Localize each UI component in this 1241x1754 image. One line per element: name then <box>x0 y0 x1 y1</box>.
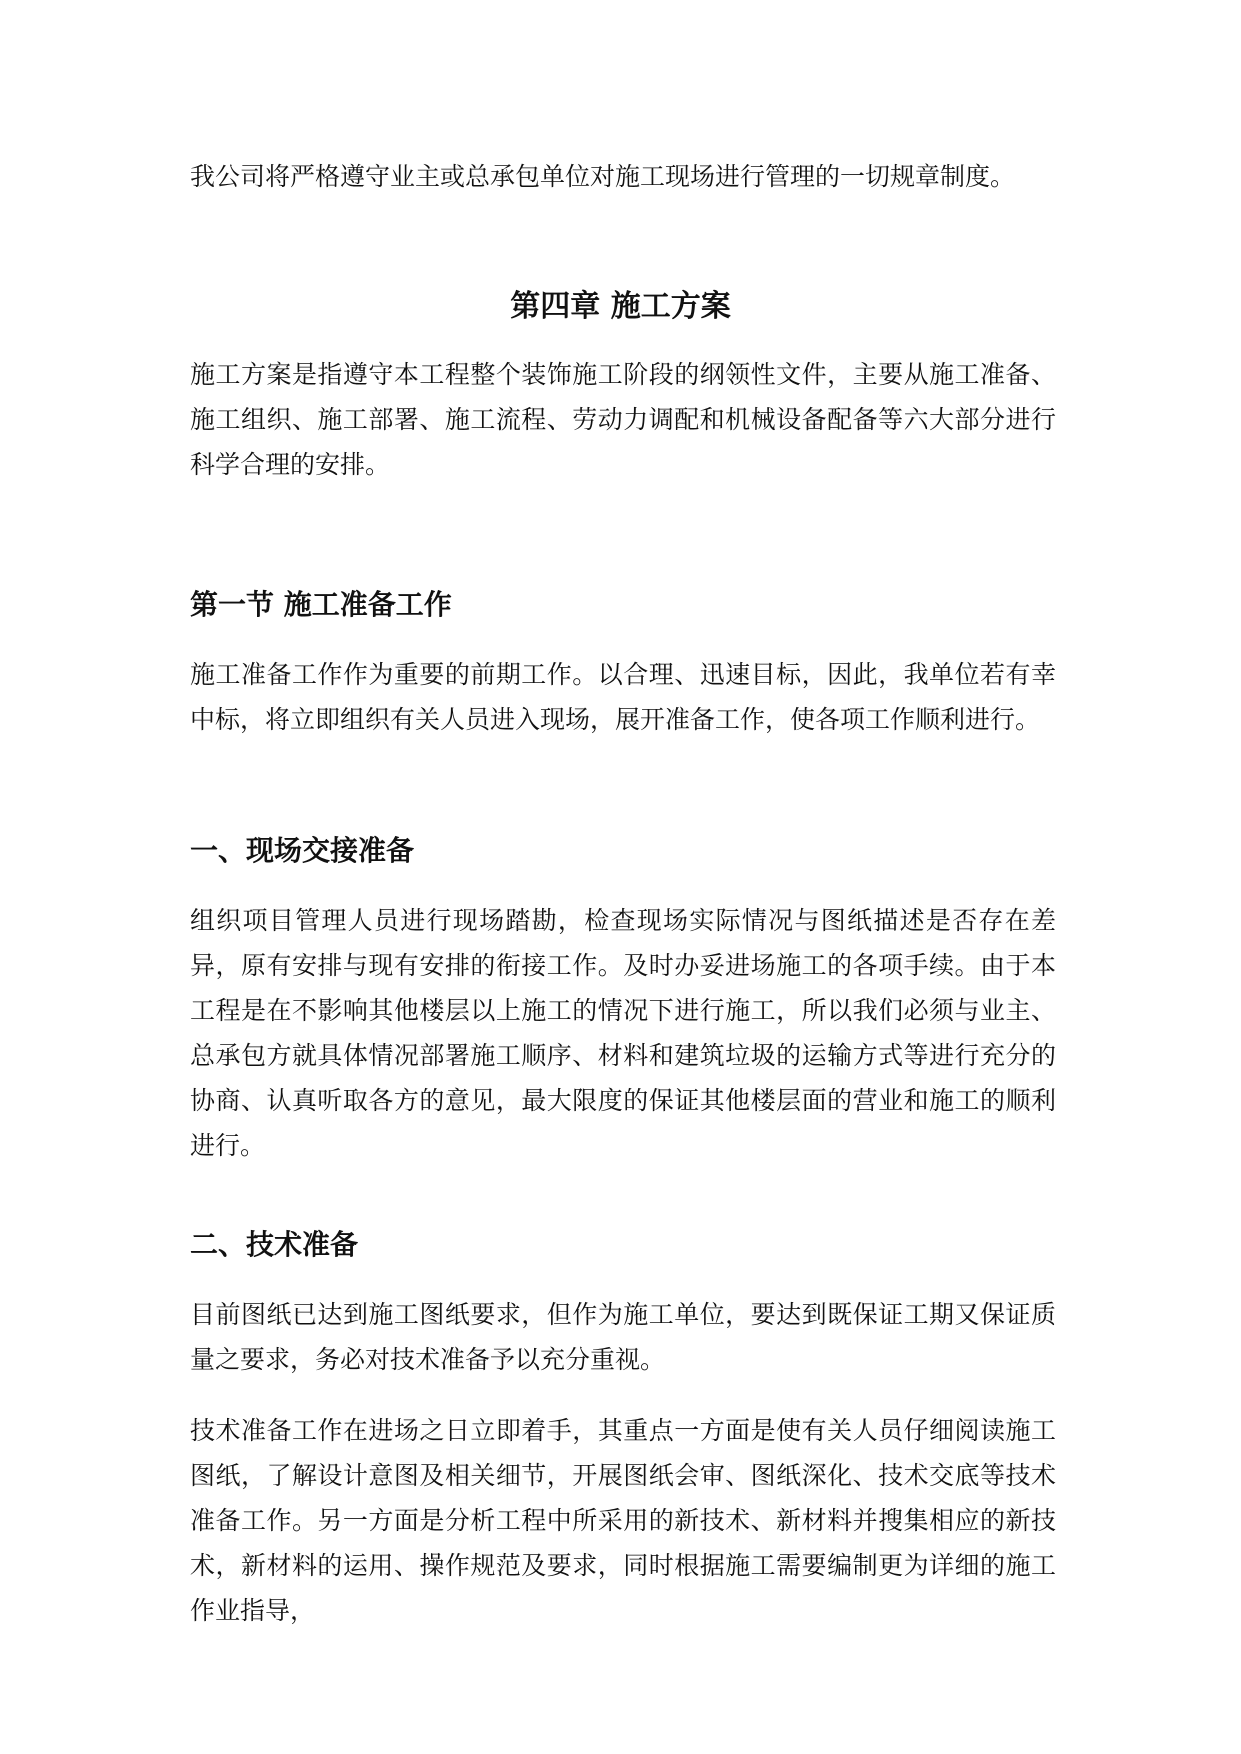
subsection2-paragraph1: 目前图纸已达到施工图纸要求，但作为施工单位，要达到既保证工期又保证质量之要求，务必对技术准备予以充分重视。 <box>190 1300 1056 1374</box>
intro-paragraph-block <box>190 154 1056 199</box>
intro-paragraph: 我公司将严格遵守业主或总承包单位对施工现场进行管理的一切规章制度。 <box>190 162 1016 191</box>
chapter-title: 第四章 施工方案 <box>510 289 731 324</box>
section-paragraph-block <box>190 652 1056 742</box>
chapter-paragraph: 施工方案是指遵守本工程整个装饰施工阶段的纲领性文件，主要从施工准备、施工组织、施工部署、施工流程、劳动力调配和机械设备配备等六大部分进行科学合理的安排。 <box>190 360 1056 479</box>
subsection1-title-block <box>190 830 1056 872</box>
subsection2-title-block <box>190 1224 1056 1266</box>
subsection2-paragraph2-block <box>190 1408 1056 1633</box>
section-paragraph: 施工准备工作作为重要的前期工作。以合理、迅速目标，因此，我单位若有幸中标，将立即组织有关人员进入现场，展开准备工作，使各项工作顺利进行。 <box>190 660 1056 734</box>
section-title: 第一节 施工准备工作 <box>190 588 452 621</box>
subsection1-paragraph-block <box>190 898 1056 1168</box>
subsection2-paragraph1-block <box>190 1292 1056 1382</box>
subsection1-title: 一、现场交接准备 <box>190 834 415 867</box>
chapter-paragraph-block <box>190 352 1056 487</box>
subsection2-paragraph2: 技术准备工作在进场之日立即着手，其重点一方面是使有关人员仔细阅读施工图纸，了解设计意图及相关细节，开展图纸会审、图纸深化、技术交底等技术准备工作。另一方面是分析工程中所采用的新技术、新材料并搜集相应的新技术，新材料的运用、操作规范及要求，同时根据施工需要编制更为详细的施工作业指导， <box>190 1416 1056 1625</box>
subsection2-title: 二、技术准备 <box>190 1228 359 1261</box>
subsection1-paragraph: 组织项目管理人员进行现场踏勘，检查现场实际情况与图纸描述是否存在差异，原有安排与现有安排的衔接工作。及时办妥进场施工的各项手续。由于本工程是在不影响其他楼层以上施工的情况下进行施工，所以我们必须与业主、总承包方就具体情况部署施工顺序、材料和建筑垃圾的运输方式等进行充分的协商、认真听取各方的意见，最大限度的保证其他楼层面的营业和施工的顺利进行。 <box>190 906 1056 1160</box>
section-title-block <box>190 584 1056 626</box>
